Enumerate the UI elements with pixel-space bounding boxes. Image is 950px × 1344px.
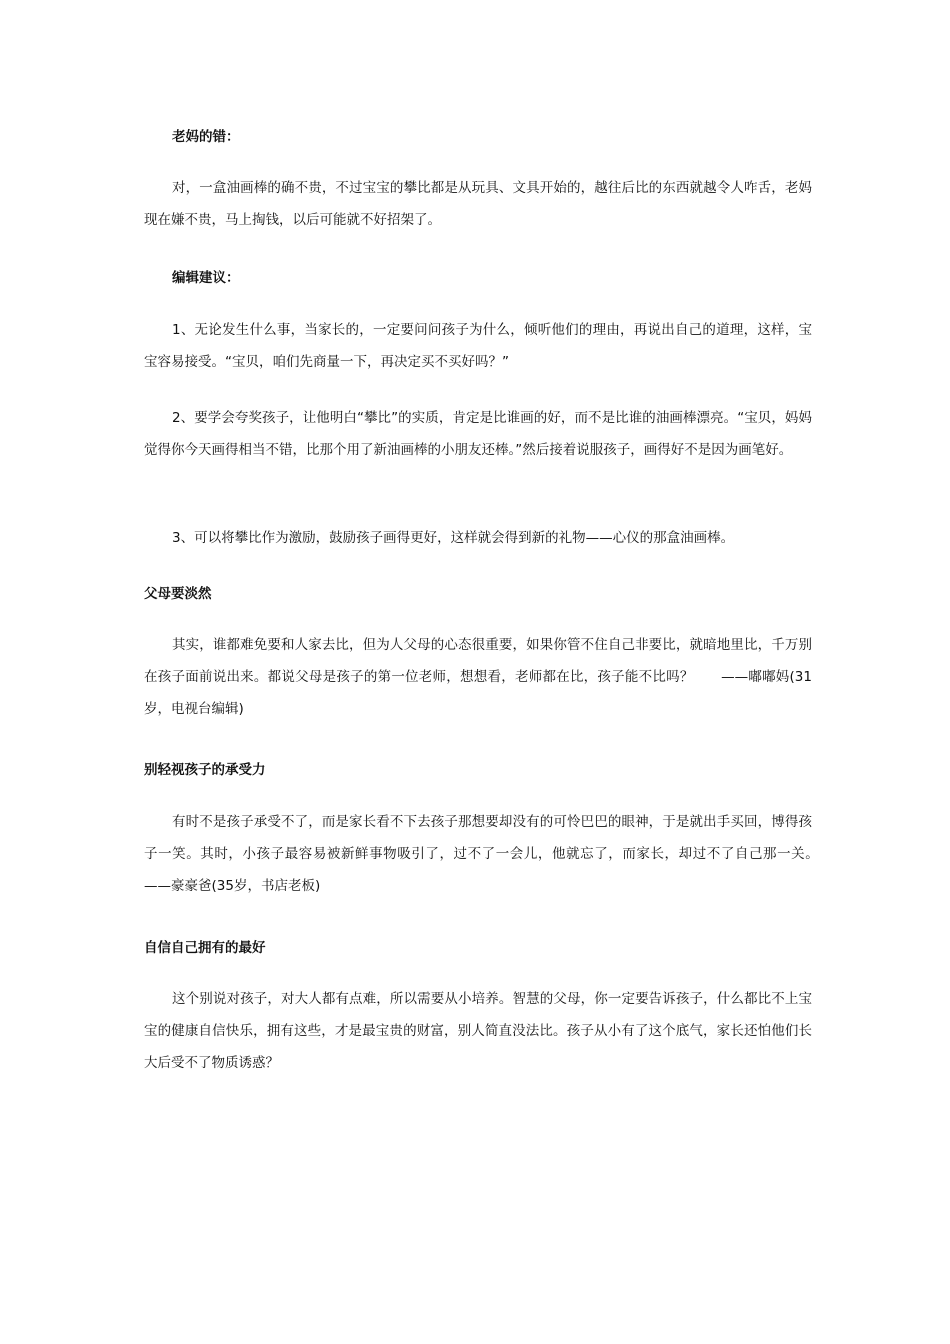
section-heading-editor-advice: 编辑建议： — [172, 270, 240, 286]
section-heading-mom-mistake: 老妈的错： — [172, 129, 240, 145]
advice-item-3: 3、可以将攀比作为激励，鼓励孩子画得更好，这样就会得到新的礼物——心仪的那盒油画棒。 — [172, 530, 735, 546]
paragraph: 对，一盒油画棒的确不贵，不过宝宝的攀比都是从玩具、文具开始的，越往后比的东西就越令人咋舌，老妈现在嫌不贵，马上掏钱，以后可能就不好招架了。 — [144, 180, 812, 228]
section-heading-self-confidence: 自信自己拥有的最好 — [144, 940, 266, 956]
advice-item-2: 2、要学会夸奖孩子，让他明白“攀比”的实质，肯定是比谁画的好，而不是比谁的油画棒漂亮。“宝贝，妈妈觉得你今天画得相当不错，比那个用了新油画棒的小朋友还棒。”然后接着说服孩子，画得好不是因为画笔好。 — [144, 410, 812, 458]
paragraph: 有时不是孩子承受不了，而是家长看不下去孩子那想要却没有的可怜巴巴的眼神，于是就出手买回，博得孩子一笑。其时，小孩子最容易被新鲜事物吸引了，过不了一会儿，他就忘了，而家长，却过不了自己那一关。 ——豪豪爸(35岁，书店老板) — [144, 814, 839, 894]
advice-item-1: 1、无论发生什么事，当家长的，一定要问问孩子为什么，倾听他们的理由，再说出自己的道理，这样，宝宝容易接受。“宝贝，咱们先商量一下，再决定买不买好吗？” — [144, 322, 812, 370]
paragraph: 其实，谁都难免要和人家去比，但为人父母的心态很重要，如果你管不住自己非要比，就暗地里比，千万别在孩子面前说出来。都说父母是孩子的第一位老师，想想看，老师都在比，孩子能不比吗？ ——嘟嘟妈(31岁，电视台编辑) — [144, 637, 812, 717]
paragraph: 这个别说对孩子，对大人都有点难，所以需要从小培养。智慧的父母，你一定要告诉孩子，什么都比不上宝宝的健康自信快乐，拥有这些，才是最宝贵的财富，别人简直没法比。孩子从小有了这个底气，家长还怕他们长大后受不了物质诱惑？ — [144, 991, 812, 1071]
section-heading-child-endurance: 别轻视孩子的承受力 — [144, 762, 266, 778]
section-heading-parents-calm: 父母要淡然 — [144, 586, 212, 602]
